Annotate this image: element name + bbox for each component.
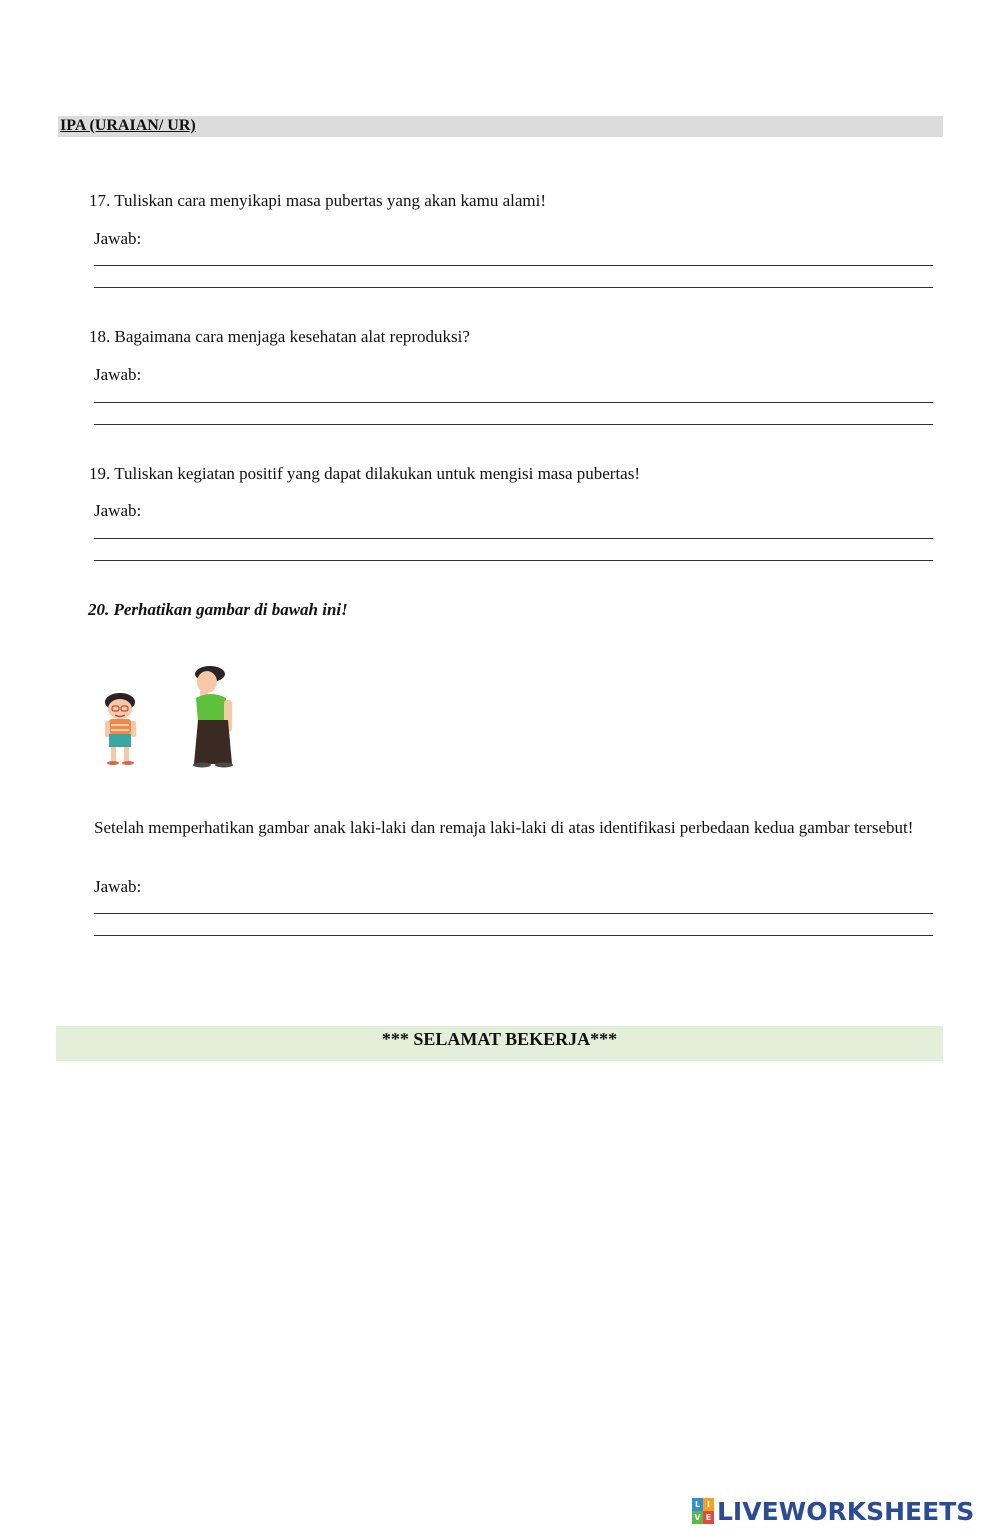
teen-figure xyxy=(193,666,233,768)
answer-line[interactable] xyxy=(94,265,933,266)
footer-text: *** SELAMAT BEKERJA*** xyxy=(381,1029,618,1049)
answer-line[interactable] xyxy=(94,402,933,403)
logo-mark-icon: L I V E xyxy=(692,1498,714,1524)
answer-line[interactable] xyxy=(94,424,933,425)
question-20-instruction: Setelah memperhatikan gambar anak laki-laki dan remaja laki-laki di atas identifikasi perbedaan kedua gambar tersebut! xyxy=(94,818,914,837)
footer-banner xyxy=(56,1026,943,1061)
section-header xyxy=(58,116,943,137)
answer-label-18: Jawab: xyxy=(94,365,142,384)
question-18: 18. Bagaimana cara menjaga kesehatan alat reproduksi? xyxy=(89,327,470,346)
section-title: IPA (URAIAN/ UR) xyxy=(60,117,196,134)
question-20-heading: 20. Perhatikan gambar di bawah ini! xyxy=(88,600,348,619)
question-17: 17. Tuliskan cara menyikapi masa pubertas yang akan kamu alami! xyxy=(89,191,546,210)
answer-line[interactable] xyxy=(94,913,933,914)
answer-label-17: Jawab: xyxy=(94,229,142,248)
boy-and-teen-illustration xyxy=(98,660,248,772)
question-19: 19. Tuliskan kegiatan positif yang dapat dilakukan untuk mengisi masa pubertas! xyxy=(89,464,640,483)
answer-line[interactable] xyxy=(94,538,933,539)
answer-label-20: Jawab: xyxy=(94,877,142,896)
answer-line[interactable] xyxy=(94,287,933,288)
answer-line[interactable] xyxy=(94,935,933,936)
answer-label-19: Jawab: xyxy=(94,501,142,520)
answer-line[interactable] xyxy=(94,560,933,561)
child-figure xyxy=(105,693,136,765)
brand-name: LIVEWORKSHEETS xyxy=(717,1496,975,1526)
liveworksheets-logo xyxy=(692,1496,974,1526)
